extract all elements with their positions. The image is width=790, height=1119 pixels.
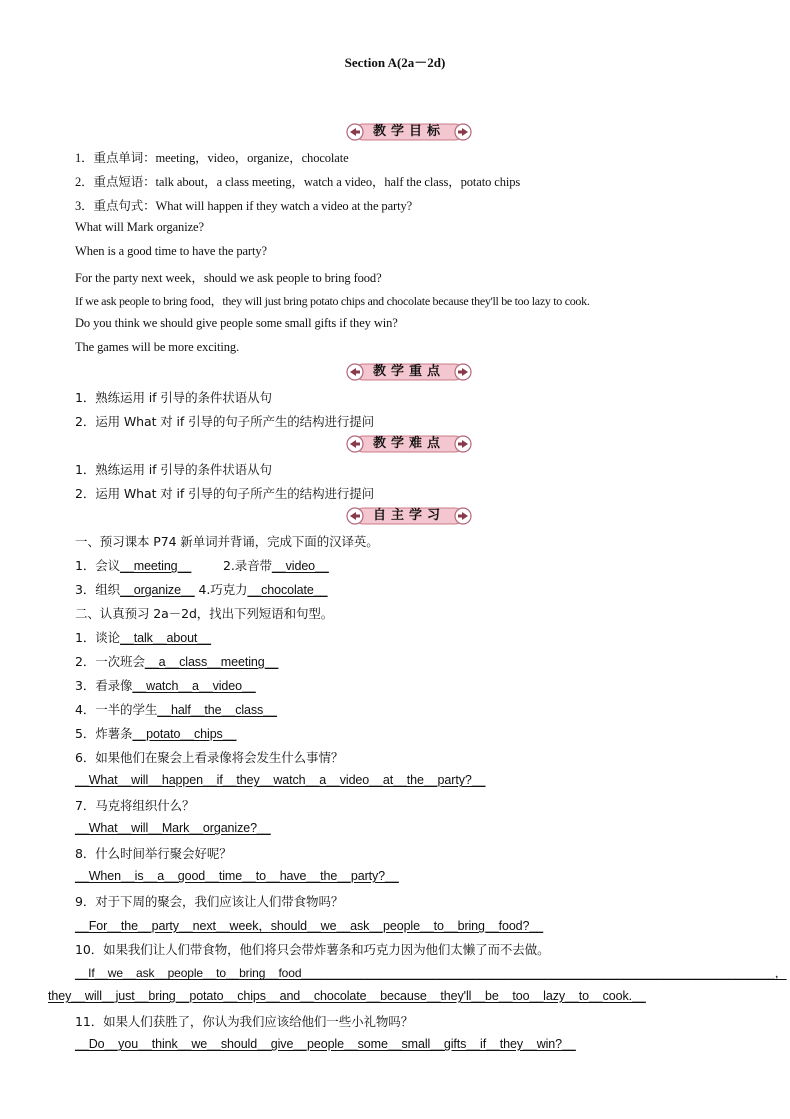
phrase-answer: __potato__chips__ bbox=[132, 727, 237, 741]
difficulty-1: 1．熟练运用 if 引导的条件状语从句 bbox=[75, 462, 272, 477]
objective-1: 1．重点单词：meeting，video，organize，chocolate bbox=[75, 151, 349, 165]
vocab-label: 3．组织 bbox=[75, 582, 121, 597]
part-two-instruction: 二、认真预习 2a－2d，找出下列短语和句型。 bbox=[75, 606, 334, 621]
sentence-9-prompt: 9．对于下周的聚会，我们应该让人们带食物吗？ bbox=[75, 894, 344, 909]
phrase-label: 2．一次班会 bbox=[75, 654, 145, 669]
objective-9: The games will be more exciting. bbox=[75, 340, 240, 354]
objective-2: 2．重点短语：talk about，a class meeting，watch a video，half the class，potato chips bbox=[75, 175, 521, 189]
sentence-10-answer-a bbox=[75, 964, 787, 981]
banner-label: 教学目标 bbox=[372, 124, 445, 139]
banner-key-points bbox=[345, 361, 473, 383]
phrase-5 bbox=[75, 724, 236, 742]
objective-7: If we ask people to bring food，they will just bring potato chips and chocolate because they'll be too lazy to cook. bbox=[75, 294, 590, 308]
vocab-label: 4.巧克力 bbox=[198, 582, 248, 597]
objective-4: What will Mark organize? bbox=[75, 220, 204, 234]
phrase-label: 3．看录像 bbox=[75, 678, 133, 693]
key-point-1: 1．熟练运用 if 引导的条件状语从句 bbox=[75, 390, 272, 405]
banner-label: 教学难点 bbox=[372, 436, 445, 451]
answer-text: __Do__you__think__we__should__give__people__some__small__gifts__if__they__win?__ bbox=[75, 1037, 576, 1051]
sentence-8-prompt: 8．什么时间举行聚会好呢？ bbox=[75, 846, 232, 861]
sentence-6-answer bbox=[75, 772, 485, 787]
phrase-label: 1．谈论 bbox=[75, 630, 121, 645]
answer-text: __What__will__happen__if__they__watch__a__video__at__the__party?__ bbox=[75, 773, 486, 787]
banner-self-study bbox=[345, 505, 473, 527]
vocab-answer: __organize__ bbox=[120, 583, 195, 597]
part-one-instruction: 一、预习课本 P74 新单词并背诵，完成下面的汉译英。 bbox=[75, 534, 379, 549]
difficulty-2: 2．运用 What 对 if 引导的句子所产生的结构进行提问 bbox=[75, 486, 375, 501]
phrase-answer: __watch__a__video__ bbox=[132, 679, 256, 693]
vocab-label: 2.录音带 bbox=[223, 558, 272, 573]
sentence-11-answer bbox=[75, 1036, 576, 1051]
sentence-10-prompt: 10．如果我们让人们带食物，他们将只会带炸薯条和巧克力因为他们太懒了而不去做。 bbox=[75, 942, 550, 957]
answer-text: they__will__just__bring__potato__chips__and__chocolate__because__they'll__be__too__lazy__to__cook.__ bbox=[48, 989, 646, 1003]
vocab-answer: __video__ bbox=[271, 559, 329, 573]
phrase-answer: __half__the__class__ bbox=[157, 703, 277, 717]
sentence-6-prompt: 6．如果他们在聚会上看录像将会发生什么事情？ bbox=[75, 750, 344, 765]
phrase-answer: __talk__about__ bbox=[120, 631, 212, 645]
sentence-9-answer bbox=[75, 916, 543, 934]
phrase-label: 4．一半的学生 bbox=[75, 702, 158, 717]
phrase-answer: __a__class__meeting__ bbox=[144, 655, 279, 669]
phrase-2 bbox=[75, 652, 278, 670]
vocab-label: 1．会议 bbox=[75, 558, 121, 573]
banner-label: 教学重点 bbox=[372, 364, 445, 379]
phrase-1 bbox=[75, 628, 211, 646]
banner-label: 自主学习 bbox=[372, 508, 445, 523]
objective-5: When is a good time to have the party? bbox=[75, 244, 267, 258]
answer-text: __When__is__a__good__time__to__have__the__party?__ bbox=[75, 869, 399, 883]
objective-3: 3．重点句式：What will happen if they watch a video at the party? bbox=[75, 199, 413, 213]
sentence-8-answer bbox=[75, 868, 399, 883]
vocab-row-2 bbox=[75, 580, 327, 598]
sentence-7-prompt: 7．马克将组织什么？ bbox=[75, 798, 195, 813]
phrase-4 bbox=[75, 700, 277, 718]
phrase-3 bbox=[75, 676, 256, 694]
sentence-10-answer-b bbox=[48, 988, 646, 1003]
banner-difficulties bbox=[345, 433, 473, 455]
sentence-11-prompt: 11．如果人们获胜了，你认为我们应该给他们一些小礼物吗？ bbox=[75, 1014, 414, 1029]
vocab-answer: __chocolate__ bbox=[247, 583, 328, 597]
answer-text: __If__we__ask__people__to__bring__food________________________________________________________________________， bbox=[75, 966, 787, 980]
objective-6: For the party next week，should we ask people to bring food? bbox=[75, 271, 382, 285]
page-title: Section A(2a－2d) bbox=[344, 55, 446, 70]
vocab-row-1 bbox=[75, 556, 329, 574]
vocab-answer: __meeting__ bbox=[120, 559, 192, 573]
answer-text: __What__will__Mark__organize?__ bbox=[75, 821, 271, 835]
banner-objectives bbox=[345, 121, 473, 143]
phrase-label: 5．炸薯条 bbox=[75, 726, 133, 741]
key-point-2: 2．运用 What 对 if 引导的句子所产生的结构进行提问 bbox=[75, 414, 375, 429]
answer-text: __For__the__party__next__week，should__we__ask__people__to__bring__food?__ bbox=[75, 919, 544, 933]
sentence-7-answer bbox=[75, 820, 271, 835]
objective-8: Do you think we should give people some small gifts if they win? bbox=[75, 316, 398, 330]
